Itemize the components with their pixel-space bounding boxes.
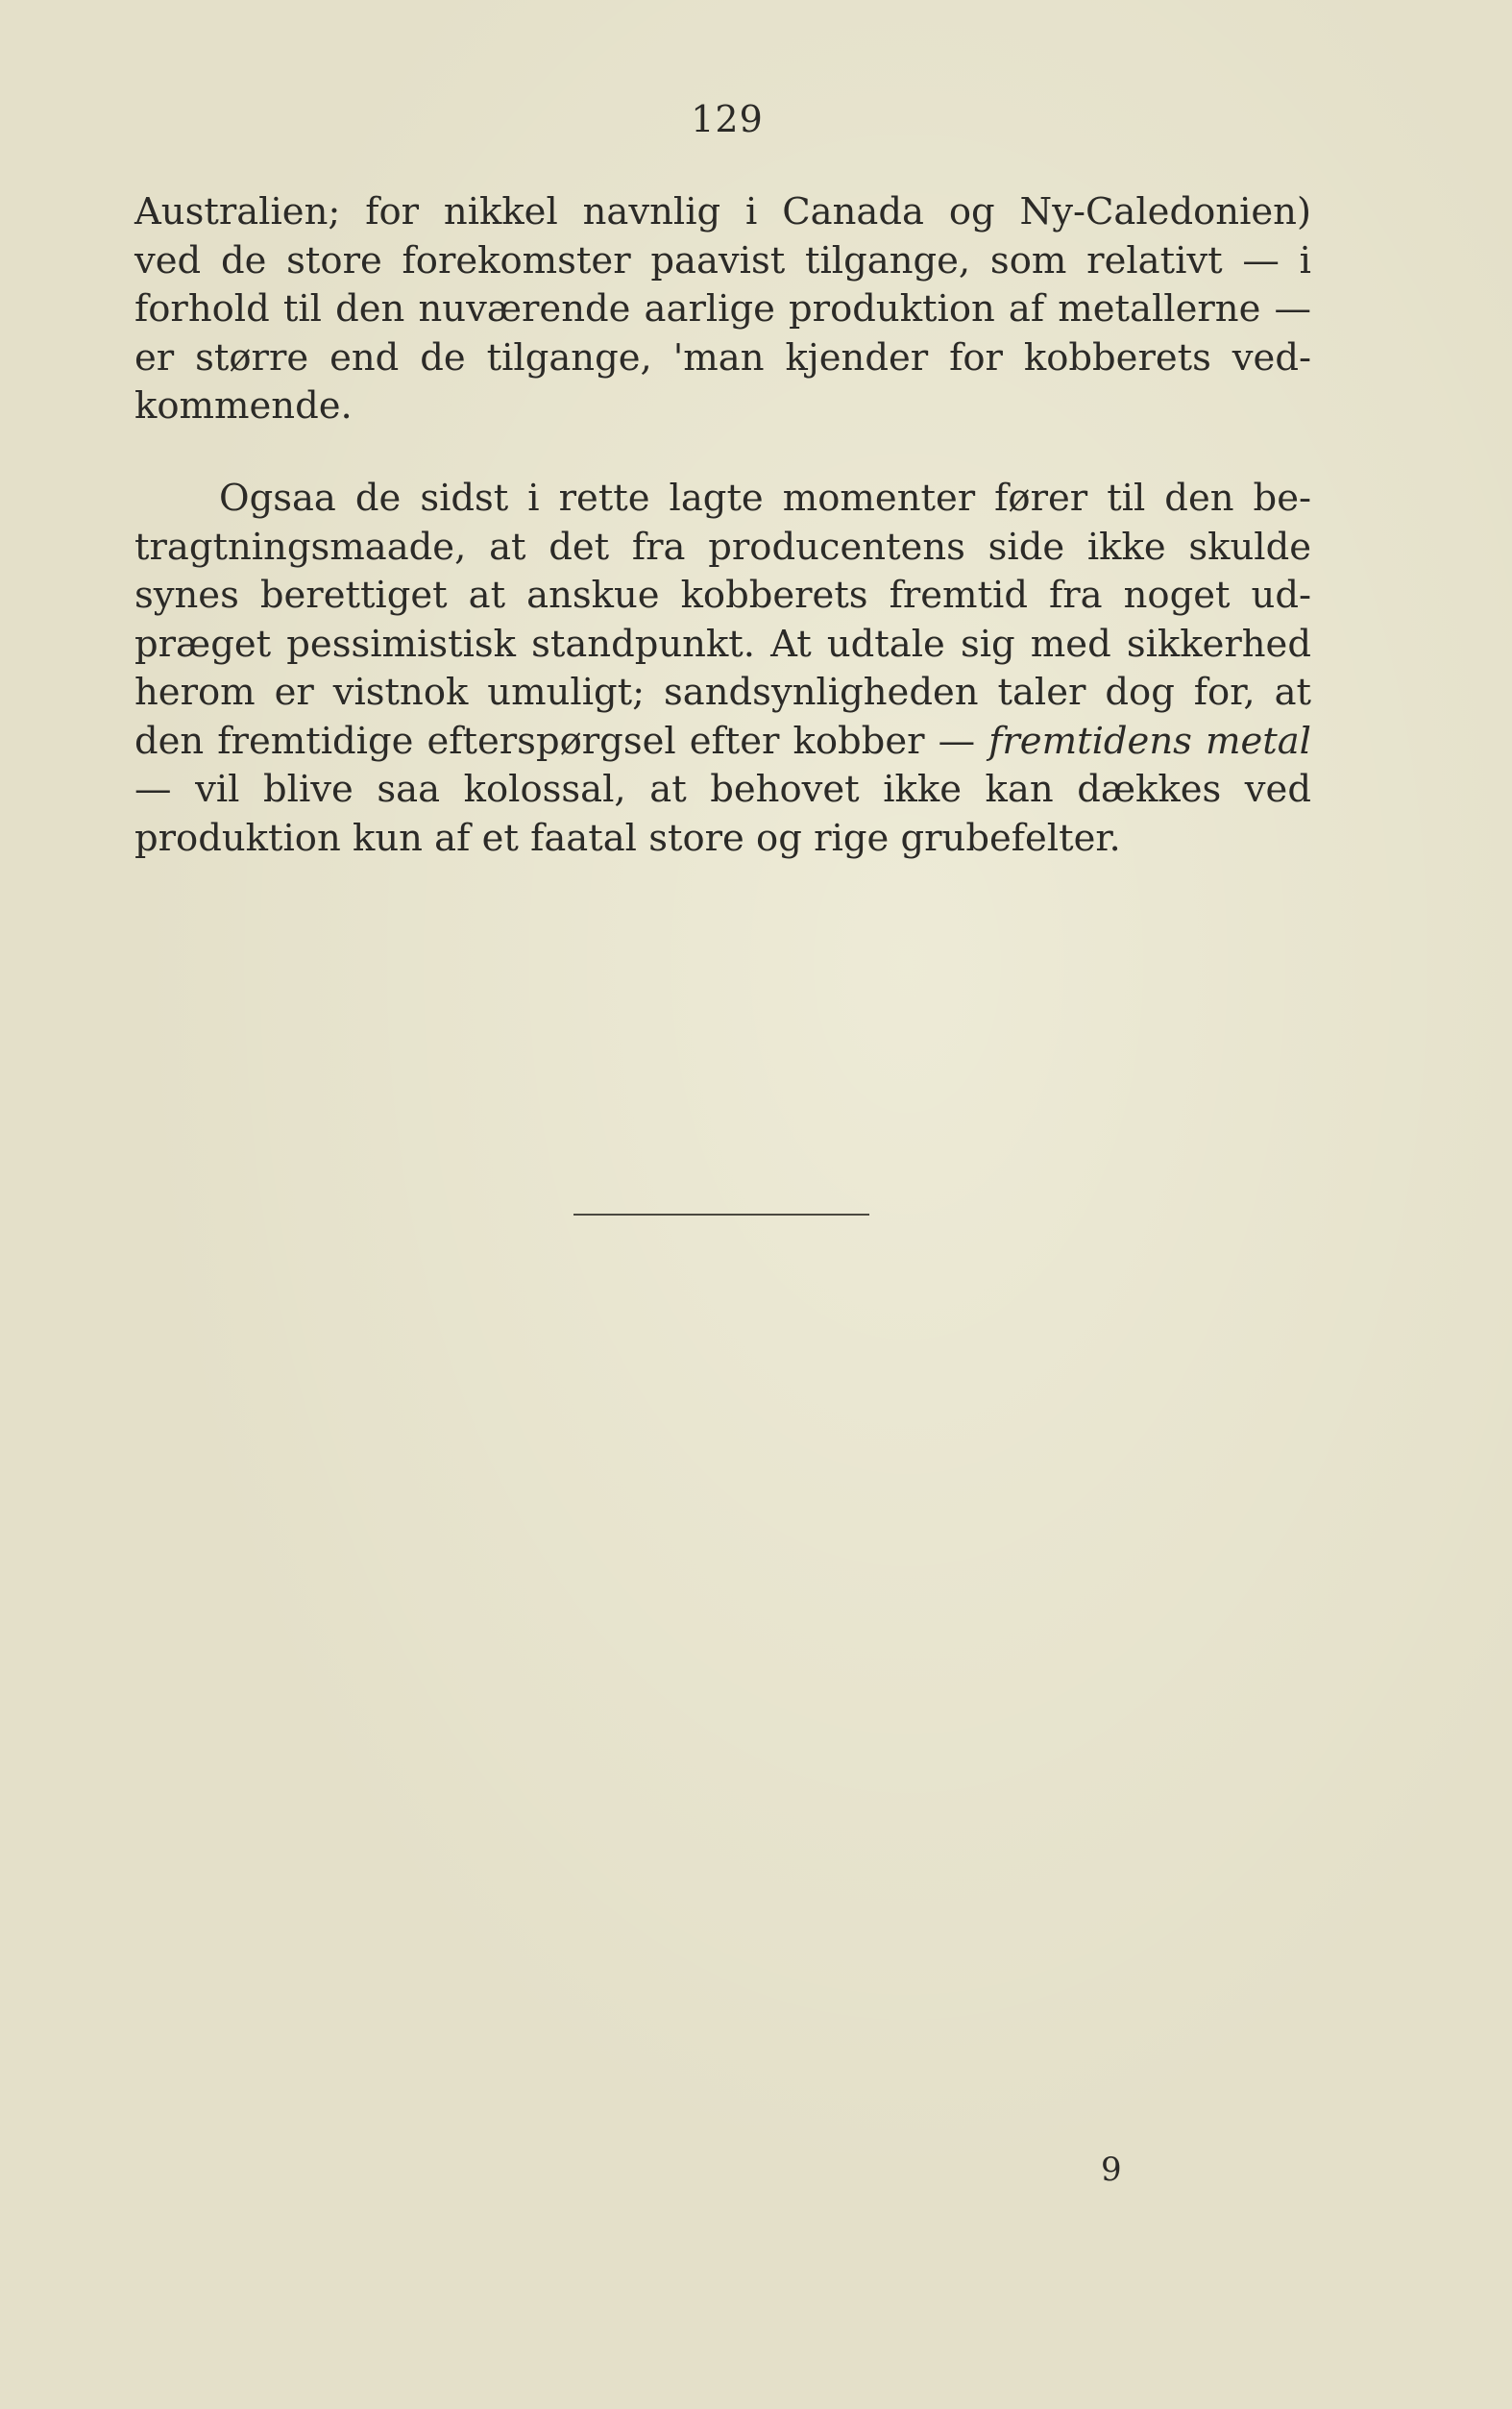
paragraph-2-line-1: Ogsaa de sidst i rette lagte momenter fører til den be- [219, 477, 1311, 520]
paragraph-2-line-5: herom er vistnok umuligt; sandsynligheden taler dog for, at [134, 671, 1311, 714]
paragraph-2-line-4: præget pessimistisk standpunkt. At udtale sig med sikkerhed [134, 622, 1311, 666]
paragraph-1 [134, 188, 1311, 431]
paragraph-2 [134, 475, 1311, 863]
paragraph-2-line-6 [134, 718, 1311, 767]
paragraph-1-line-4: er større end de tilgange, 'man kjender for kobberets ved- [134, 335, 1311, 380]
paragraph-2-line-3: synes berettiget at anskue kobberets fremtid fra noget ud- [134, 574, 1311, 617]
paragraph-1-line-1: Australien; for nikkel navnlig i Canada og Ny-Caledonien) [134, 190, 1311, 234]
page-number: 129 [691, 98, 764, 140]
section-divider-rule [573, 1214, 869, 1216]
paragraph-2-line-2: tragtningsmaade, at det fra producentens side ikke skulde [134, 525, 1311, 569]
paragraph-2-line-6-text: den fremtidige efterspørgsel efter kobber — [134, 719, 976, 763]
paragraph-2-line-7: — vil blive saa kolossal, at behovet ikke kan dækkes ved [134, 768, 1311, 811]
paragraph-1-line-3: forhold til den nuværende aarlige produktion af metallerne — [134, 287, 1311, 331]
emphasis-fremtidens-metal: fremtidens metal [988, 719, 1311, 763]
signature-mark: 9 [1101, 2151, 1122, 2189]
paragraph-2-line-8: produktion kun af et faatal store og rige grubefelter. [134, 816, 1121, 860]
paragraph-1-line-2: ved de store forekomster paavist tilgange, som relativt — i [134, 238, 1311, 283]
paragraph-1-line-5: kommende. [134, 384, 353, 428]
